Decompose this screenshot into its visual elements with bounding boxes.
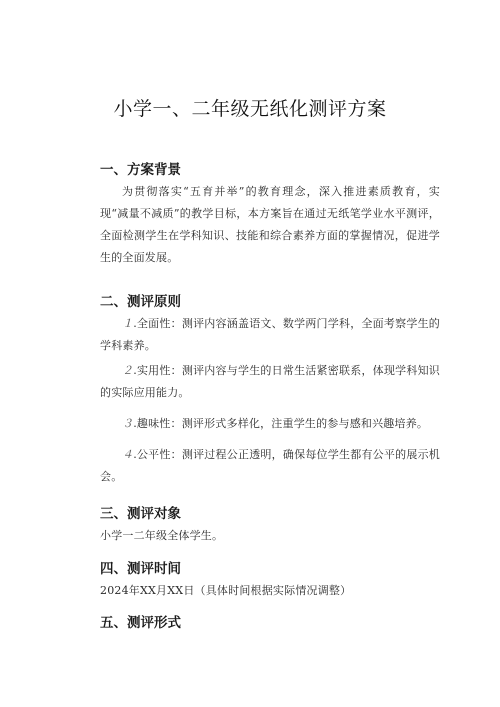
principle-text-1: .全面性：测评内容涵盖语文、数学两门学科，全面考察学生的学科素养。 [100,317,440,352]
document-title: 小学一、二年级无纸化测评方案 [113,98,387,120]
principle-item-3 [100,413,440,435]
principle-number-3: ３ [122,417,134,430]
target-paragraph: 小学一二年级全体学生。 [100,529,224,542]
principle-item-4 [100,444,440,488]
background-paragraph: 为贯彻落实“五育并举”的教育理念，深入推进素质教育，实现“减量不减质”的教学目标，本方案旨在通过无纸笔学业水平测评，全面检测学生在学科知识、技能和综合素养方面的掌握情况，促进学生的全面发展。 [100,185,440,264]
time-paragraph: 2024年XX月XX日（具体时间根据实际情况调整） [100,584,352,597]
principle-number-4: ４ [122,448,134,461]
section-heading-background: 一、方案背景 [100,162,181,178]
principle-item-2 [100,360,440,404]
principle-item-1 [100,313,440,357]
principle-text-4: .公平性：测评过程公正透明，确保每位学生都有公平的展示机会。 [100,448,440,483]
principle-number-2: ２ [122,364,134,377]
section-heading-format: 五、测评形式 [100,615,181,631]
section-heading-target: 三、测评对象 [100,506,181,522]
section-heading-time: 四、测评时间 [100,561,181,577]
principle-number-1: １ [122,317,134,330]
principle-text-2: .实用性：测评内容与学生的日常生活紧密联系，体现学科知识的实际应用能力。 [100,364,440,399]
principle-text-3: .趣味性：测评形式多样化，注重学生的参与感和兴趣培养。 [133,417,429,430]
section-heading-principles: 二、测评原则 [100,294,181,310]
